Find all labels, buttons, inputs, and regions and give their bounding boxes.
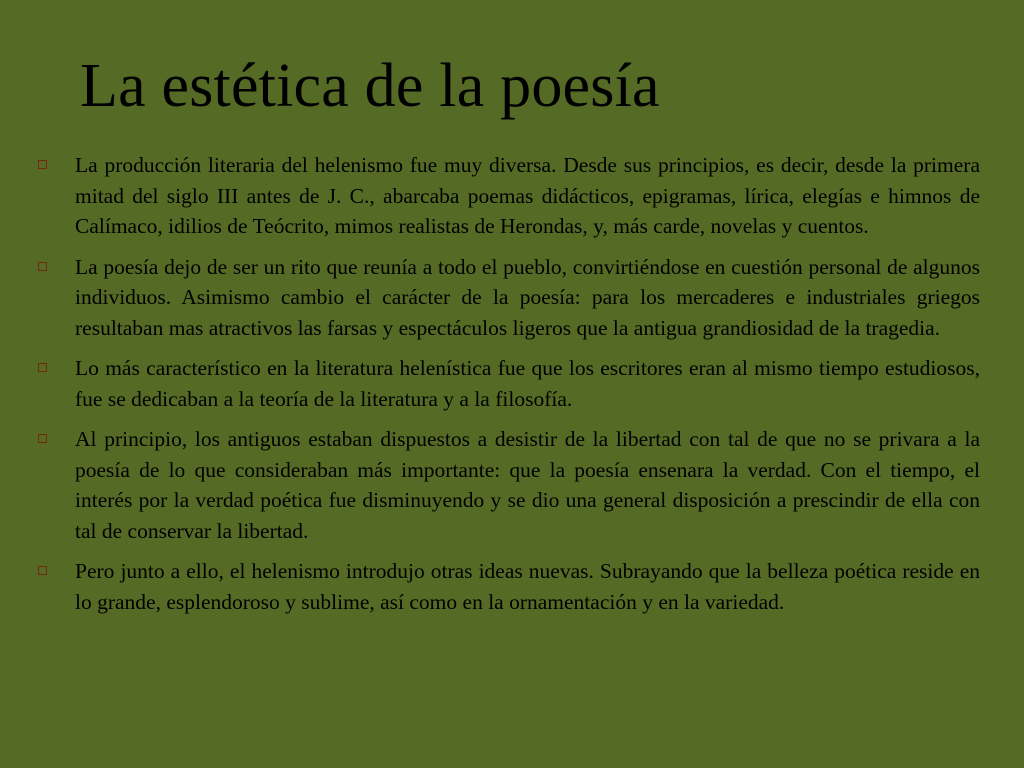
square-bullet-icon <box>38 434 47 443</box>
square-bullet-icon <box>38 566 47 575</box>
square-bullet-icon <box>38 160 47 169</box>
bullet-item-3 <box>38 353 980 414</box>
bullet-text: La producción literaria del helenismo fue muy diversa. Desde sus principios, es decir, desde la primera mitad del siglo III antes de J. C., abarcaba poemas didácticos, epigramas, lírica, elegías e himnos de Calímaco, idilios de Teócrito, mimos realistas de Herondas, y, más carde, novelas y cuentos. <box>75 153 980 238</box>
bullet-text: Lo más característico en la literatura helenística fue que los escritores eran al mismo tiempo estudiosos, fue se dedicaban a la teoría de la literatura y a la filosofía. <box>75 356 980 411</box>
bullet-item-1 <box>38 150 980 242</box>
square-bullet-icon <box>38 363 47 372</box>
bullet-item-2 <box>38 252 980 344</box>
bullet-text: La poesía dejo de ser un rito que reunía a todo el pueblo, convirtiéndose en cuestión personal de algunos individuos. Asimismo cambio el carácter de la poesía: para los mercaderes e industriales griegos resultaban mas atractivos las farsas y espectáculos ligeros que la antigua grandiosidad de la tragedia. <box>75 254 980 340</box>
bullet-list <box>38 150 980 627</box>
bullet-item-5 <box>38 556 980 617</box>
bullet-text: Al principio, los antiguos estaban dispuestos a desistir de la libertad con tal de que no se privara a la poesía de lo que consideraban más importante: que la poesía ensenara la verdad. Con el tiempo, el interés por la verdad poética fue disminuyendo y se dio una general disposición a prescindir de ella con tal de conservar la libertad. <box>75 427 980 543</box>
bullet-text: Pero junto a ello, el helenismo introdujo otras ideas nuevas. Subrayando que la belleza poética reside en lo grande, esplendoroso y sublime, así como en la ornamentación y en la variedad. <box>75 559 980 614</box>
slide-title: La estética de la poesía <box>80 52 660 120</box>
bullet-item-4 <box>38 424 980 546</box>
square-bullet-icon <box>38 262 47 271</box>
